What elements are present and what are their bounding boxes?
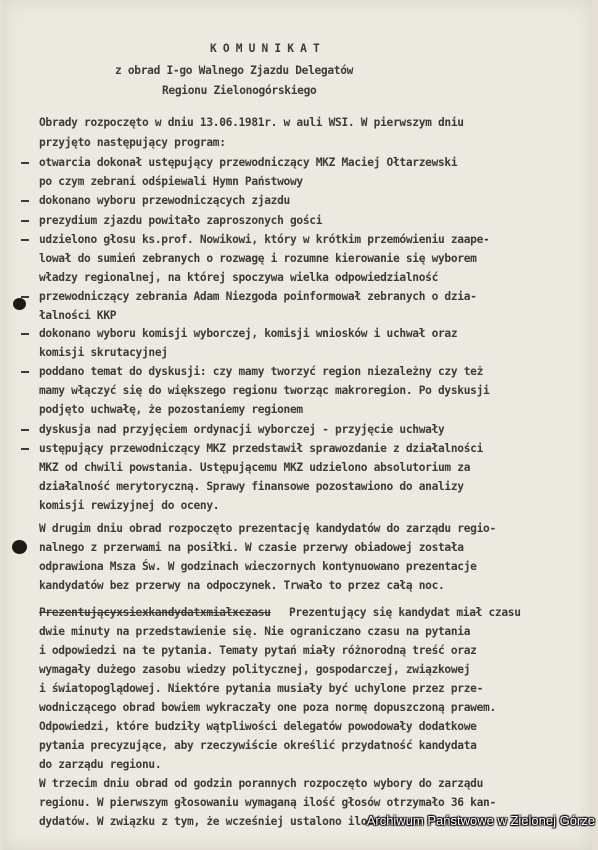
text-line: Prezentujący się kandydat miał czasu: [289, 606, 521, 619]
text-line: Obrady rozpoczęto w dniu 13.06.1981r. w auli WSI. W pierwszym dniu: [39, 116, 464, 129]
document-title: K O M U N I K A T: [210, 42, 320, 55]
punch-hole: [12, 540, 27, 554]
text-line: dydatów. W związku z tym, że wcześniej ustalono ilość: [39, 815, 381, 828]
list-item: władzy regionalnej, na której spoczywa wielka odpowiedzialność: [39, 271, 438, 284]
text-line: pytania precyzujące, aby rzeczywiście określić przydatność kandydata: [39, 739, 477, 752]
list-item: działalność merytoryczną. Sprawy finansowe pozostawiono do analizy: [39, 480, 464, 493]
list-item: komisji rewizyjnej do oceny.: [39, 499, 220, 512]
list-item: komisji skrutacyjnej: [39, 346, 168, 359]
list-bullet: [21, 448, 29, 450]
list-bullet: [21, 162, 29, 164]
text-line: przyjęto następujący program:: [39, 136, 226, 149]
text-line: W trzecim dniu obrad od godzin porannych rozpoczęto wybory do zarządu: [39, 777, 484, 790]
text-line: nalnego z przerwami na posiłki. W czasie przerwy obiadowej została: [39, 541, 464, 554]
text-line: wymagały dużego zasobu wiedzy politycznej, gospodarczej, związkowej: [39, 663, 471, 676]
list-item: lował do sumień zebranych o rozwagę i rozumne kierowanie się wyborem: [39, 252, 477, 265]
list-item: przewodniczący zebrania Adam Niezgoda poinformował zebranych o dzia-: [39, 290, 477, 303]
list-item: prezydium zjazdu powitało zaproszonych gości: [39, 214, 323, 227]
text-line: i odpowiedzi na te pytania. Tematy pytań miały różnorodną treść oraz: [39, 644, 477, 657]
list-item: ustępujący przewodniczący MKZ przedstawił sprawozdanie z działalności: [39, 442, 484, 455]
text-line: W drugim dniu obrad rozpoczęto prezentację kandydatów do zarządu regio-: [39, 522, 496, 535]
text-line: i światopoglądowej. Niektóre pytania musiały być uchylone przez prze-: [39, 682, 484, 695]
document-subtitle: Regionu Zielonogórskiego: [162, 84, 317, 97]
list-bullet: [21, 220, 29, 222]
list-bullet: [21, 239, 29, 241]
list-item: MKZ od chwili powstania. Ustępującemu MKZ udzielono absolutorium za: [39, 461, 471, 474]
text-line: regionu. W pierwszym głosowaniu wymaganą ilość głosów otrzymało 36 kan-: [39, 796, 496, 809]
list-item: dokonano wyboru przewodniczących zjazdu: [39, 194, 290, 207]
list-bullet: [21, 371, 29, 373]
text-line: kandydatów bez przerwy na odpoczynek. Trwało to przez całą noc.: [39, 579, 445, 592]
archive-watermark: Archiwum Państwowe w Zielonej Górze: [366, 813, 595, 828]
list-bullet: [21, 200, 29, 202]
text-line: wodniczącego obrad bowiem wykraczały one poza normę dopuszczoną prawem.: [39, 701, 496, 714]
text-line: dwie minuty na przedstawienie się. Nie ograniczano czasu na pytania: [39, 625, 471, 638]
list-bullet: [21, 333, 29, 335]
list-item: poddano temat do dyskusji: czy mamy tworzyć region niezależny czy też: [39, 365, 484, 378]
list-item: dyskusja nad przyjęciem ordynacji wyborczej - przyjęcie uchwały: [39, 423, 445, 436]
list-item: łalności KKP: [39, 309, 117, 322]
list-item: udzielono głosu ks.prof. Nowikowi, który w krótkim przemówieniu zaape-: [39, 233, 490, 246]
list-item: otwarcia dokonał ustępujący przewodniczący MKZ Maciej Ołtarzewski: [39, 156, 458, 169]
text-line: do zarządu regionu.: [39, 758, 162, 771]
list-item: mamy włączyć się do większego regionu tworząc makroregion. Po dyskusji: [39, 384, 490, 397]
text-line: Odpowiedzi, które budziły wątpliwości delegatów powodowały dodatkowe: [39, 720, 477, 733]
text-line: odprawiona Msza Św. W godzinach wieczornych kontynuowano prezentacje: [39, 560, 477, 573]
list-item: podjęto uchwałę, że pozostaniemy regionem: [39, 403, 303, 416]
document-page: [3, 0, 592, 850]
punch-hole: [13, 298, 26, 310]
struck-out-text: Prezentującyxsiexkandydatxmiałxczasu: [39, 606, 271, 619]
list-item: po czym zebrani odśpiewali Hymn Państwowy: [39, 175, 303, 188]
list-bullet: [21, 429, 29, 431]
list-item: dokonano wyboru komisji wyborczej, komisji wniosków i uchwał oraz: [39, 327, 458, 340]
document-subtitle: z obrad I-go Walnego Zjazdu Delegatów: [115, 64, 354, 77]
